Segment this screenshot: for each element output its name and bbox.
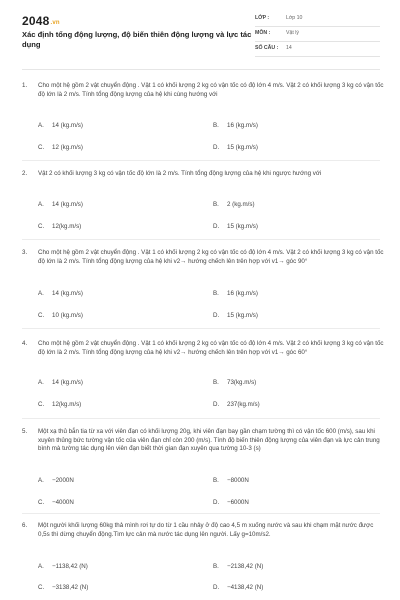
option-b[interactable]: B. −2138,42 (N) xyxy=(213,563,264,570)
question-separator xyxy=(22,239,380,240)
option-c[interactable]: C. −3138,42 (N) xyxy=(38,584,89,591)
meta-subject-label: MÔN : xyxy=(255,30,271,36)
option-b[interactable]: B. 16 (kg.m/s) xyxy=(213,122,258,129)
meta-count-row xyxy=(255,41,380,57)
worksheet-title: Xác định tổng động lượng, độ biến thiên động lượng và lực tác dụng xyxy=(22,30,252,49)
header xyxy=(0,0,400,66)
option-d[interactable]: D. −6000N xyxy=(213,499,249,506)
question-text: Vật 2 có khối lượng 3 kg có vận tốc độ lớn là 2 m/s. Tính tổng động lượng của hệ khi ngược hướng với xyxy=(38,170,322,177)
question-number: 5. xyxy=(22,428,28,435)
meta-count-value: 14 xyxy=(286,45,292,51)
option-a[interactable]: A. 14 (kg.m/s) xyxy=(38,379,83,386)
question-number: 4. xyxy=(22,340,28,347)
option-c[interactable]: C. 12(kg.m/s) xyxy=(38,401,82,408)
option-d[interactable]: D. 15 (kg.m/s) xyxy=(213,144,258,151)
meta-class-row xyxy=(255,11,380,27)
meta-class-value: Lớp 10 xyxy=(286,15,303,21)
option-c[interactable]: C. 12(kg.m/s) xyxy=(38,223,82,230)
option-c[interactable]: C. −4000N xyxy=(38,499,74,506)
option-c[interactable]: C. 12 (kg.m/s) xyxy=(38,144,83,151)
option-d[interactable]: D. 15 (kg.m/s) xyxy=(213,223,258,230)
question-text: Một xạ thủ bắn tia từ xa với viên đạn có khối lượng 20g, khi viên đạn bay gần chạm tường thì có vận tốc 600 (m/s), sau khi xuyên thủng bức tường vận tốc của viên đạn chỉ còn 200 (m/s). Tính độ biến thiên động lượng của viên đạn và lực cản trung bình mà tường tác dụng lên viên đạn biết thời gian đạn xuyên qua tường 10-3 (s) xyxy=(38,428,380,452)
header-divider xyxy=(22,69,380,70)
question-text: Cho một hệ gồm 2 vật chuyển động . Vật 1 có khối lượng 2 kg có vận tốc có độ lớn 4 m/s. Vật 2 có khối lượng 3 kg có vận tốc độ lớn là 2 m/s. Tính tổng động lượng của hệ khi v2→ hướng chếch lên trên hợp với v1→ góc 90° xyxy=(38,249,384,265)
question-number: 1. xyxy=(22,82,28,89)
question-separator xyxy=(22,328,380,329)
meta-class-label: LỚP : xyxy=(255,15,270,21)
question-number: 2. xyxy=(22,170,28,177)
logo-text: 2048 xyxy=(22,14,50,28)
logo-tld: .vn xyxy=(50,20,60,26)
site-logo[interactable] xyxy=(22,14,60,28)
option-c[interactable]: C. 10 (kg.m/s) xyxy=(38,312,83,319)
option-d[interactable]: D. 15 (kg.m/s) xyxy=(213,312,258,319)
option-a[interactable]: A. −2000N xyxy=(38,477,74,484)
question-number: 6. xyxy=(22,522,28,529)
question-separator xyxy=(22,418,380,419)
option-a[interactable]: A. 14 (kg.m/s) xyxy=(38,201,83,208)
question-number: 3. xyxy=(22,249,28,256)
option-b[interactable]: B. −8000N xyxy=(213,477,249,484)
question-separator xyxy=(22,513,380,514)
meta-subject-row xyxy=(255,26,380,42)
option-b[interactable]: B. 73(kg.m/s) xyxy=(213,379,257,386)
option-d[interactable]: D. −4138,42 (N) xyxy=(213,584,264,591)
question-text: Cho một hệ gồm 2 vật chuyển động . Vật 1 có khối lượng 2 kg có vận tốc có độ lớn 4 m/s. Vật 2 có khối lượng 3 kg có vận tốc độ lớn là 2 m/s. Tính tổng động lượng của hệ khi cùng hướng với xyxy=(38,82,384,98)
option-b[interactable]: B. 2 (kg.m/s) xyxy=(213,201,255,208)
meta-subject-value: Vật lý xyxy=(286,30,299,36)
question-text: Cho một hệ gồm 2 vật chuyển động . Vật 1 có khối lượng 2 kg có vận tốc có độ lớn 4 m/s. Vật 2 có khối lượng 3 kg có vận tốc độ lớn là 2 m/s. Tính tổng động lượng của hệ khi v2→ hướng chếch lên trên hợp với v1→ góc 60° xyxy=(38,340,384,356)
option-a[interactable]: A. −1138,42 (N) xyxy=(38,563,88,570)
question-separator xyxy=(22,160,380,161)
option-b[interactable]: B. 16 (kg.m/s) xyxy=(213,290,258,297)
option-d[interactable]: D. 237(kg.m/s) xyxy=(213,401,260,408)
option-a[interactable]: A. 14 (kg.m/s) xyxy=(38,290,83,297)
option-a[interactable]: A. 14 (kg.m/s) xyxy=(38,122,83,129)
question-text: Một người khối lượng 60kg thả mình rơi tự do từ 1 cầu nhảy ở độ cao 4,5 m xuống nước và sau khi chạm mặt nước được 0,5s thì dừng chuyển động.Tìm lực cản mà nước tác dụng lên người. Lấy g=10m/s2. xyxy=(38,522,374,538)
meta-count-label: SỐ CÂU : xyxy=(255,45,279,51)
